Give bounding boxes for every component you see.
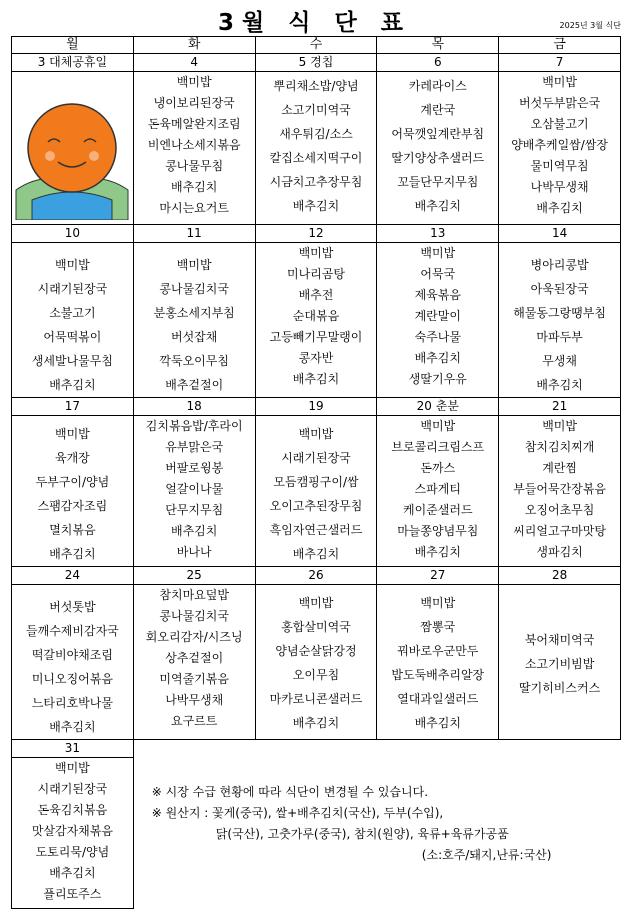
menu-item: 상추겉절이: [165, 651, 224, 665]
menu-item: 무생채: [542, 354, 577, 368]
menu-cell: [499, 585, 621, 740]
menu-item: 배추김치: [414, 199, 461, 213]
menu-item: 계란국: [420, 103, 456, 117]
menu-item: 백미밥: [420, 246, 456, 260]
menu-item: 미나리곰탕: [287, 267, 345, 281]
menu-item: 참치마요덮밥: [159, 588, 229, 602]
menu-item: 콩나물김치국: [159, 282, 229, 296]
origin-line: (소:호주/돼지,난류:국산): [421, 848, 552, 863]
menu-item: 마시는요거트: [159, 201, 229, 215]
menu-item: 배추겉절이: [165, 378, 224, 392]
date-label: 4: [133, 54, 255, 72]
menu-item: 생파김치: [536, 545, 583, 559]
menu-item: 배추김치: [49, 720, 96, 734]
menu-item: 콩나물무침: [165, 159, 224, 173]
menu-row: [12, 243, 621, 398]
menu-cell: [499, 416, 621, 567]
menu-item: 유부맑은국: [165, 440, 224, 454]
menu-row: [12, 72, 621, 225]
menu-cell: [12, 758, 134, 909]
menu-item: 콩자반: [298, 351, 334, 365]
menu-cell: [133, 243, 255, 398]
date-row: [12, 54, 621, 72]
menu-item: 부들어묵간장볶음: [513, 482, 606, 496]
date-label: 6: [377, 54, 499, 72]
page-title: 3월 식 단 표: [218, 10, 411, 36]
menu-item: 도토리묵/양념: [35, 845, 110, 859]
menu-item: 육개장: [55, 451, 90, 465]
menu-item: 플리또주스: [43, 887, 102, 901]
menu-item: 시래기된장국: [37, 782, 108, 796]
menu-cell: [12, 585, 134, 740]
menu-item: 백미밥: [176, 75, 212, 89]
header-wed: 수: [255, 37, 377, 54]
date-label: 14: [499, 225, 621, 243]
menu-cell: [133, 585, 255, 740]
menu-item: 배추김치: [414, 545, 461, 559]
menu-item: 백미밥: [176, 258, 212, 272]
menu-item: 나박무생채: [165, 693, 224, 707]
menu-item: 들깨수제비감자국: [26, 624, 119, 638]
notice-change: ※ 시장 수급 현황에 따라 식단이 변경될 수 있습니다.: [151, 785, 429, 800]
origin-line: 닭(국산), 고춧가루(중국), 참치(원양), 육류+육류가공품: [215, 827, 509, 842]
date-label: 10: [12, 225, 134, 243]
menu-cell: [255, 72, 377, 225]
menu-cell: [377, 243, 499, 398]
menu-item: 북어채미역국: [524, 633, 595, 647]
menu-item: 배추김치: [292, 716, 340, 730]
menu-item: 스파게티: [414, 482, 461, 496]
date-label: 27: [377, 567, 499, 585]
menu-item: 배추김치: [49, 378, 96, 392]
menu-item: 흑임자연근샐러드: [269, 523, 363, 537]
date-label: 24: [12, 567, 134, 585]
menu-item: 소고기미역국: [281, 103, 351, 117]
menu-item: 어묵깻잎계란부침: [391, 127, 485, 141]
menu-item: 물미역무침: [530, 159, 589, 173]
date-label: 26: [255, 567, 377, 585]
menu-item: 버섯두부맑은국: [519, 96, 601, 110]
menu-item: 깍둑오이무침: [159, 354, 229, 368]
menu-item: 배추김치: [292, 199, 340, 213]
menu-cell: [12, 416, 134, 567]
menu-item: 김치볶음밥/후라이: [145, 419, 243, 433]
header-thu: 목: [377, 37, 499, 54]
date-label: 28: [499, 567, 621, 585]
menu-item: 버팔로윙봉: [165, 461, 224, 475]
menu-item: 백미밥: [420, 419, 456, 433]
menu-item: 홍합살미역국: [281, 620, 351, 634]
date-label: 21: [499, 398, 621, 416]
menu-item: 냉이보리된장국: [153, 96, 235, 110]
date-label: 13: [377, 225, 499, 243]
menu-item: 미니오징어볶음: [31, 672, 113, 686]
menu-item: 느타리호박나물: [31, 696, 113, 710]
menu-item: 아욱된장국: [530, 282, 589, 296]
menu-item: 오이무침: [292, 668, 340, 682]
menu-item: 배추김치: [292, 372, 340, 386]
menu-item: 시래기된장국: [281, 451, 351, 465]
header-fri: 금: [499, 37, 621, 54]
menu-item: 미역줄기볶음: [159, 672, 229, 686]
menu-item: 카레라이스: [408, 79, 467, 93]
menu-item: 콩나물김치국: [159, 609, 229, 623]
menu-item: 양념순살닭강정: [275, 644, 357, 658]
menu-item: 모듬캠핑구이/쌈: [273, 475, 359, 489]
menu-item: 숙주나물: [414, 330, 461, 344]
menu-item: 돈육김치볶음: [37, 803, 108, 817]
menu-item: 배추김치: [49, 547, 96, 561]
menu-item: 제육볶음: [414, 288, 461, 302]
menu-item: 참치김치찌개: [524, 440, 595, 454]
menu-item: 고등빼기무말랭이: [269, 330, 363, 344]
header-mon: 월: [12, 37, 134, 54]
menu-item: 떡갈비야채조림: [31, 648, 113, 662]
menu-item: 브로콜리크림스프: [391, 440, 485, 454]
menu-cell: [255, 243, 377, 398]
menu-item: 요구르트: [171, 714, 218, 728]
sun-illustration: [12, 72, 132, 220]
menu-item: 백미밥: [542, 419, 577, 433]
menu-cell: [377, 72, 499, 225]
menu-item: 소불고기: [49, 306, 96, 320]
menu-item: 회오리감자/시즈닝: [145, 630, 243, 644]
menu-item: 짬뽕국: [420, 620, 456, 634]
menu-item: 케이준샐러드: [403, 503, 473, 517]
header-tue: 화: [133, 37, 255, 54]
menu-item: 버섯잡채: [171, 330, 218, 344]
menu-cell: [133, 72, 255, 225]
menu-item: 시래기된장국: [37, 282, 108, 296]
menu-cell: [255, 416, 377, 567]
menu-item: 뿌리채소밥/양념: [273, 79, 359, 93]
date-row: [12, 398, 621, 416]
menu-item: 딸기양상추샐러드: [391, 151, 485, 165]
menu-cell: [499, 243, 621, 398]
menu-item: 바나나: [176, 545, 212, 559]
menu-item: 시금치고추장무침: [269, 175, 363, 189]
menu-item: 나박무생채: [530, 180, 589, 194]
notes-cell: [133, 740, 620, 909]
menu-item: 배추김치: [414, 716, 461, 730]
menu-item: 배추김치: [536, 201, 583, 215]
menu-cell: [377, 416, 499, 567]
menu-item: 멸치볶음: [49, 523, 96, 537]
menu-item: 꿔바로우군만두: [397, 644, 479, 658]
meal-table: [11, 36, 621, 909]
menu-cell: [133, 416, 255, 567]
date-label: 11: [133, 225, 255, 243]
menu-item: 마파두부: [536, 330, 583, 344]
menu-item: 스팸감자조림: [37, 499, 108, 513]
menu-item: 새우튀김/소스: [279, 127, 353, 141]
menu-item: 백미밥: [298, 427, 334, 441]
menu-item: 돈육메알완지조림: [147, 117, 241, 131]
menu-item: 백미밥: [298, 596, 334, 610]
menu-item: 딸기히비스커스: [519, 681, 601, 695]
menu-row: [12, 416, 621, 567]
menu-item: 비엔나소세지볶음: [147, 138, 241, 152]
menu-item: 백미밥: [298, 246, 334, 260]
menu-item: 분홍소세지부침: [153, 306, 235, 320]
menu-item: 씨리얼고구마맛탕: [513, 524, 606, 538]
menu-item: 배추김치: [536, 378, 583, 392]
menu-item: 돈까스: [420, 461, 456, 475]
menu-item: 얼갈이나물: [165, 482, 224, 496]
menu-item: 백미밥: [420, 596, 456, 610]
menu-item: 배추전: [298, 288, 334, 302]
menu-item: 백미밥: [542, 75, 577, 89]
menu-item: 오삼불고기: [530, 117, 589, 131]
menu-item: 백미밥: [55, 761, 90, 775]
menu-item: 마늘쫑양념무침: [397, 524, 479, 538]
menu-item: 밥도둑배추리알장: [391, 668, 485, 682]
menu-item: 어묵떡볶이: [43, 330, 102, 344]
menu-cell: [499, 72, 621, 225]
date-label: 31: [12, 740, 134, 758]
menu-item: 계란말이: [414, 309, 461, 323]
menu-item: 배추김치: [171, 524, 218, 538]
menu-item: 두부구이/양념: [35, 475, 110, 489]
date-label: 18: [133, 398, 255, 416]
menu-item: 소고기비빔밥: [524, 657, 595, 671]
menu-item: 어묵국: [420, 267, 456, 281]
date-label: 17: [12, 398, 134, 416]
date-label: 3 대체공휴일: [12, 54, 134, 72]
menu-item: 오징어초무침: [524, 503, 595, 517]
menu-cell: [377, 585, 499, 740]
menu-item: 생딸기우유: [408, 372, 467, 386]
holiday-cell: [12, 72, 134, 225]
menu-cell: [12, 243, 134, 398]
date-label: 20 춘분: [377, 398, 499, 416]
menu-item: 생세발나물무침: [31, 354, 113, 368]
subtitle-date: 2025년 3월 식단: [559, 21, 621, 30]
menu-item: 꼬들단무지무침: [397, 175, 479, 189]
menu-item: 맛살감자채볶음: [31, 824, 113, 838]
menu-item: 단무지무침: [165, 503, 224, 517]
menu-item: 양배추케일쌈/쌈장: [511, 138, 608, 152]
menu-item: 순대볶음: [292, 309, 340, 323]
date-label: 25: [133, 567, 255, 585]
menu-item: 오이고추된장무침: [269, 499, 363, 513]
menu-cell: [255, 585, 377, 740]
date-label: 5 경칩: [255, 54, 377, 72]
menu-item: 배추김치: [414, 351, 461, 365]
date-row: [12, 567, 621, 585]
menu-item: 칼집소세지떡구이: [269, 151, 363, 165]
weekday-header-row: [12, 37, 621, 54]
menu-item: 백미밥: [55, 427, 90, 441]
menu-item: 해물동그랑땡부침: [513, 306, 606, 320]
menu-item: 버섯톳밥: [49, 600, 96, 614]
date-label: 12: [255, 225, 377, 243]
menu-item: 배추김치: [292, 547, 340, 561]
menu-item: 병아리콩밥: [530, 258, 589, 272]
origin-line: ※ 원산지 : 꽃게(중국), 쌀+배추김치(국산), 두부(수입),: [151, 806, 444, 821]
date-row: [12, 740, 621, 758]
menu-row: [12, 585, 621, 740]
menu-item: 마카로니콘샐러드: [269, 692, 363, 706]
menu-item: 계란찜: [542, 461, 577, 475]
menu-item: 백미밥: [55, 258, 90, 272]
menu-item: 배추김치: [49, 866, 96, 880]
date-label: 7: [499, 54, 621, 72]
menu-item: 배추김치: [171, 180, 218, 194]
date-label: 19: [255, 398, 377, 416]
menu-item: 열대과일샐러드: [397, 692, 479, 706]
date-row: [12, 225, 621, 243]
